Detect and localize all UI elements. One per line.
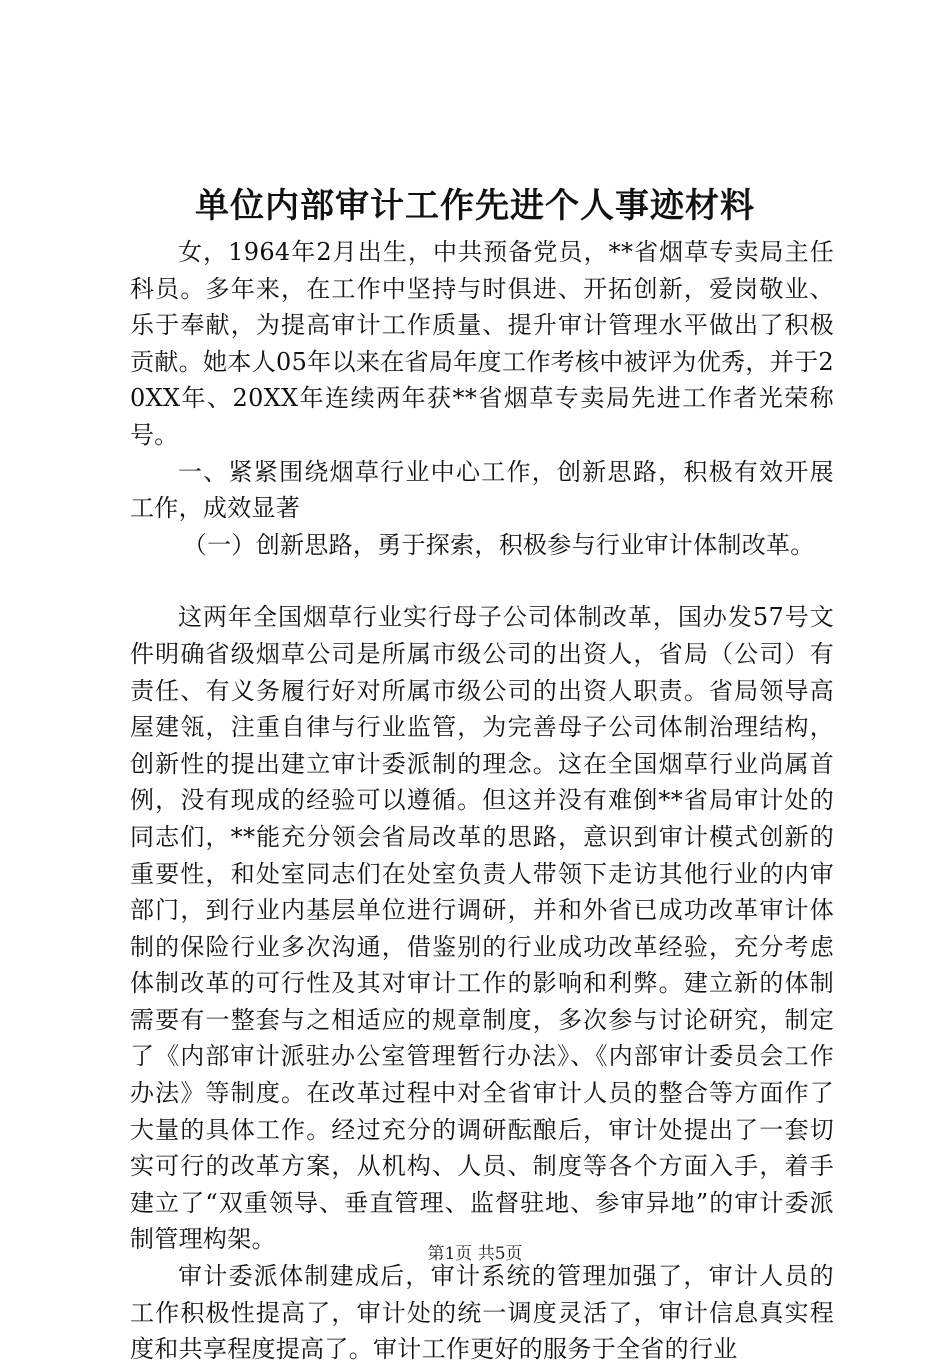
document-body: [130, 234, 834, 1368]
document-title: 单位内部审计工作先进个人事迹材料: [195, 186, 755, 226]
subsection-heading-1: （一）创新思路，勇于探索，积极参与行业审计体制改革。: [182, 530, 815, 559]
page-number: 第1页 共5页: [427, 1244, 523, 1264]
paragraph-intro: 女，1964年2月出生，中共预备党员，**省烟草专卖局主任科员。多年来，在工作中坚持与时俱进、开拓创新，爱岗敬业、乐于奉献，为提高审计工作质量、提升审计管理水平做出了积极贡献。她本人05年以来在省局年度工作考核中被评为优秀，并于20XX年、20XX年连续两年获**省烟草专卖局先进工作者光荣称号。: [130, 238, 834, 449]
paragraph-reform: 这两年全国烟草行业实行母子公司体制改革，国办发57号文件明确省级烟草公司是所属市级公司的出资人，省局（公司）有责任、有义务履行好对所属市级公司的出资人职责。省局领导高屋建瓴，注重自律与行业监管，为完善母子公司体制治理结构，创新性的提出建立审计委派制的理念。这在全国烟草行业尚属首例，没有现成的经验可以遵循。但这并没有难倒**省局审计处的同志们，**能充分领会省局改革的思路，意识到审计模式创新的重要性，和处室同志们在处室负责人带领下走访其他行业的内审部门，到行业内基层单位进行调研，并和外省已成功改革审计体制的保险行业多次沟通，借鉴别的行业成功改革经验，充分考虑体制改革的可行性及其对审计工作的影响和利弊。建立新的体制需要有一整套与之相适应的规章制度，多次参与讨论研究，制定了《内部审计派驻办公室管理暂行办法》、《内部审计委员会工作办法》等制度。在改革过程中对全省审计人员的整合等方面作了大量的具体工作。经过充分的调研酝酿后，审计处提出了一套切实可行的改革方案，从机构、人员、制度等各个方面入手，着手建立了“双重领导、垂直管理、监督驻地、参审异地”的审计委派制管理构架。: [130, 603, 834, 1254]
section-heading-1: 一、紧紧围绕烟草行业中心工作，创新思路，积极有效开展工作，成效显著: [130, 457, 834, 523]
paragraph-gap: [130, 563, 834, 599]
paragraph-results: 审计委派体制建成后，审计系统的管理加强了，审计人员的工作积极性提高了，审计处的统一调度灵活了，审计信息真实程度和共享程度提高了。审计工作更好的服务于全省的行业: [130, 1262, 834, 1364]
